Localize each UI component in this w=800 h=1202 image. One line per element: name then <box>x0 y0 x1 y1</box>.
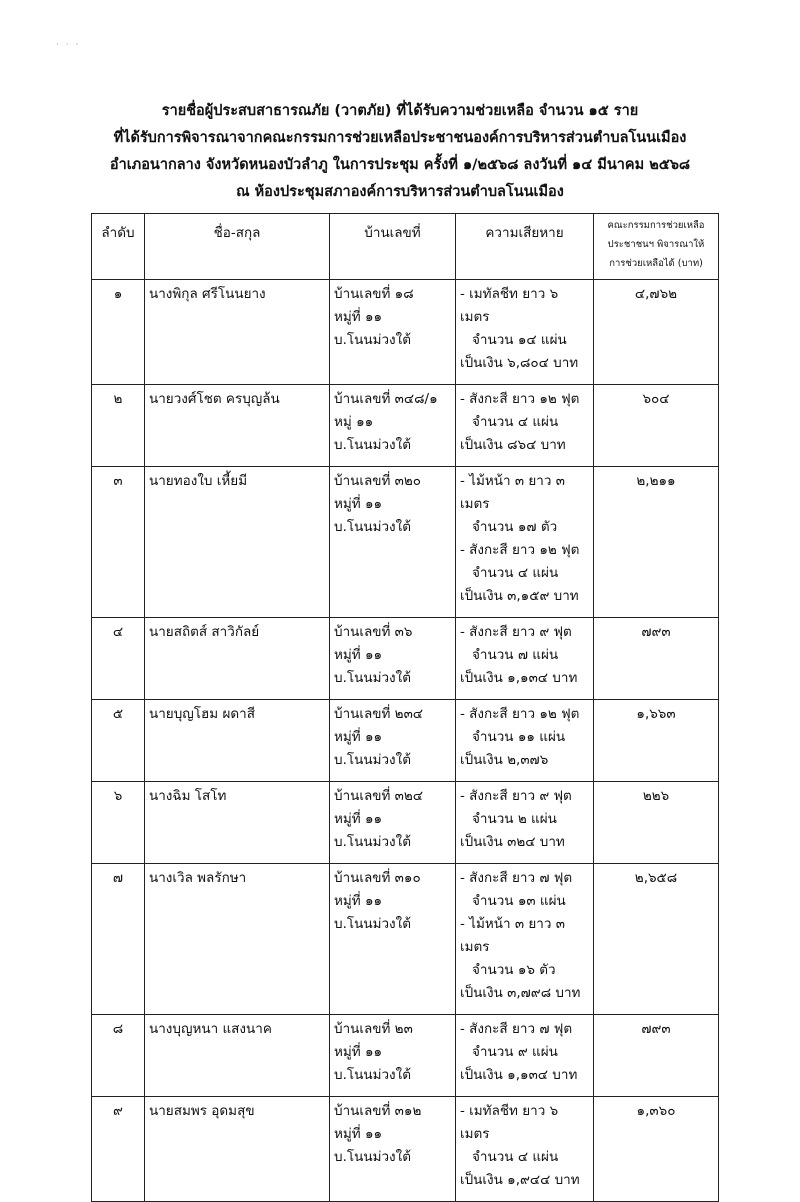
col-header-amount-line-2: ประชาชนฯ พิจารณาให้ <box>607 239 705 250</box>
col-header-amount-line-1: คณะกรรมการช่วยเหลือ <box>607 220 705 231</box>
title-line-1: รายชื่อผู้ประสบสาธารณภัย (วาตภัย) ที่ได้รับความช่วยเหลือ จำนวน ๑๕ ราย <box>161 103 639 119</box>
village-moo: หมู่ที่ ๑๑ <box>334 811 383 827</box>
damage-description <box>456 700 594 782</box>
table-row <box>92 618 719 700</box>
victim-name: นางฉิม โสโท <box>145 782 330 864</box>
victim-name: นายบุญโฮม ผดาสี <box>145 700 330 782</box>
house-address <box>330 1097 456 1202</box>
col-header-amount <box>594 214 719 280</box>
approved-amount: ๗๙๓ <box>594 1015 719 1097</box>
house-address <box>330 1015 456 1097</box>
damage-total: เป็นเงิน ๘๖๔ บาท <box>460 437 566 453</box>
damage-item: - สังกะสี ยาว ๑๒ ฟุต <box>460 391 580 407</box>
approved-amount: ๑,๖๖๓ <box>594 700 719 782</box>
house-number: บ้านเลขที่ ๓๔๘/๑ <box>334 391 438 407</box>
house-number: บ้านเลขที่ ๒๓ <box>334 1021 413 1037</box>
row-number: ๓ <box>92 467 145 618</box>
village-moo: หมู่ที่ ๑๑ <box>334 1126 383 1142</box>
village-name: บ.โนนม่วงใต้ <box>334 834 411 850</box>
damage-item: - สังกะสี ยาว ๑๒ ฟุต <box>460 542 580 558</box>
victim-name: นางพิกุล ศรีโนนยาง <box>145 280 330 385</box>
damage-description <box>456 467 594 618</box>
village-name: บ.โนนม่วงใต้ <box>334 519 411 535</box>
damage-total: เป็นเงิน ๓,๗๙๘ บาท <box>460 985 581 1001</box>
house-number: บ้านเลขที่ ๓๑๒ <box>334 1103 422 1119</box>
village-name: บ.โนนม่วงใต้ <box>334 916 411 932</box>
damage-item: - สังกะสี ยาว ๙ ฟุต <box>460 788 572 804</box>
house-address <box>330 385 456 467</box>
village-name: บ.โนนม่วงใต้ <box>334 1149 411 1165</box>
damage-quantity: จำนวน ๑๖ ตัว <box>472 962 556 978</box>
damage-total: เป็นเงิน ๑,๑๓๔ บาท <box>460 670 578 686</box>
damage-item: - สังกะสี ยาว ๑๒ ฟุต <box>460 706 580 722</box>
col-header-no: ลำดับ <box>92 214 145 280</box>
village-name: บ.โนนม่วงใต้ <box>334 1067 411 1083</box>
house-number: บ้านเลขที่ ๓๖ <box>334 624 413 640</box>
victim-name: นายสถิตส์ สาวิกัลย์ <box>145 618 330 700</box>
col-header-damage: ความเสียหาย <box>456 214 594 280</box>
table-row <box>92 782 719 864</box>
village-moo: หมู่ที่ ๑๑ <box>334 729 383 745</box>
damage-description <box>456 280 594 385</box>
row-number: ๕ <box>92 700 145 782</box>
victims-table <box>91 213 719 1202</box>
damage-item: - เมทัลชีท ยาว ๖ เมตร <box>460 1103 559 1142</box>
village-moo: หมู่ที่ ๑๑ <box>334 647 383 663</box>
house-number: บ้านเลขที่ ๓๑๐ <box>334 870 421 886</box>
approved-amount: ๒,๖๕๘ <box>594 864 719 1015</box>
victim-name: นายวงศ์โชต ครบุญล้น <box>145 385 330 467</box>
row-number: ๒ <box>92 385 145 467</box>
table-row <box>92 864 719 1015</box>
damage-total: เป็นเงิน ๒,๓๗๖ <box>460 752 549 768</box>
damage-description <box>456 1097 594 1202</box>
damage-item: - สังกะสี ยาว ๙ ฟุต <box>460 624 572 640</box>
village-moo: หมู่ที่ ๑๑ <box>334 496 383 512</box>
document-header <box>0 98 800 206</box>
village-moo: หมู่ที่ ๑๑ <box>334 893 383 909</box>
col-header-amount-line-3: การช่วยเหลือได้ (บาท) <box>609 258 703 269</box>
house-number: บ้านเลขที่ ๑๘ <box>334 286 414 302</box>
victim-name: นางเวิล พลรักษา <box>145 864 330 1015</box>
village-moo: หมู่ที่ ๑๑ <box>334 1044 383 1060</box>
table-row <box>92 385 719 467</box>
house-address <box>330 467 456 618</box>
damage-quantity: จำนวน ๒ แผ่น <box>472 811 557 827</box>
damage-description <box>456 864 594 1015</box>
table-row <box>92 1015 719 1097</box>
title-line-2: ที่ได้รับการพิจารณาจากคณะกรรมการช่วยเหลือประชาชนองค์การบริหารส่วนตำบลโนนเมือง <box>113 130 687 146</box>
damage-quantity: จำนวน ๙ แผ่น <box>472 1044 558 1060</box>
damage-quantity: จำนวน ๗ แผ่น <box>472 647 559 663</box>
house-number: บ้านเลขที่ ๒๓๔ <box>334 706 424 722</box>
table-header-row <box>92 214 719 280</box>
approved-amount: ๗๙๓ <box>594 618 719 700</box>
damage-quantity: จำนวน ๔ แผ่น <box>472 1149 559 1165</box>
approved-amount: ๔,๗๖๒ <box>594 280 719 385</box>
damage-total: เป็นเงิน ๑,๙๔๔ บาท <box>460 1172 580 1188</box>
damage-description <box>456 782 594 864</box>
title-line-3: อำเภอนากลาง จังหวัดหนองบัวลำภู ในการประชุม ครั้งที่ ๑/๒๕๖๘ ลงวันที่ ๑๔ มีนาคม ๒๕๖๘ <box>109 157 691 173</box>
damage-total: เป็นเงิน ๓,๑๕๙ บาท <box>460 588 579 604</box>
damage-item: - สังกะสี ยาว ๗ ฟุต <box>460 1021 573 1037</box>
damage-quantity: จำนวน ๑๗ ตัว <box>472 519 558 535</box>
row-number: ๖ <box>92 782 145 864</box>
damage-item: - ไม้หน้า ๓ ยาว ๓ เมตร <box>460 473 565 512</box>
damage-total: เป็นเงิน ๖,๘๐๔ บาท <box>460 355 579 371</box>
victim-name: นางบุญหนา แสงนาค <box>145 1015 330 1097</box>
table-row <box>92 280 719 385</box>
damage-total: เป็นเงิน ๓๒๔ บาท <box>460 834 565 850</box>
victim-name: นายสมพร อุดมสุข <box>145 1097 330 1202</box>
title-line-4: ณ ห้องประชุมสภาองค์การบริหารส่วนตำบลโนนเมือง <box>236 184 564 200</box>
house-number: บ้านเลขที่ ๓๒๔ <box>334 788 424 804</box>
row-number: ๗ <box>92 864 145 1015</box>
damage-quantity: จำนวน ๑๔ แผ่น <box>472 332 567 348</box>
house-number: บ้านเลขที่ ๓๒๐ <box>334 473 422 489</box>
damage-description <box>456 618 594 700</box>
damage-quantity: จำนวน ๑๓ แผ่น <box>472 893 566 909</box>
row-number: ๑ <box>92 280 145 385</box>
damage-description <box>456 1015 594 1097</box>
approved-amount: ๑,๓๖๐ <box>594 1097 719 1202</box>
village-name: บ.โนนม่วงใต้ <box>334 752 411 768</box>
village-name: บ.โนนม่วงใต้ <box>334 332 411 348</box>
village-moo: หมู่ ๑๑ <box>334 414 374 430</box>
col-header-house: บ้านเลขที่ <box>330 214 456 280</box>
table-row <box>92 700 719 782</box>
approved-amount: ๒,๒๑๑ <box>594 467 719 618</box>
table-row <box>92 1097 719 1202</box>
approved-amount: ๒๒๖ <box>594 782 719 864</box>
house-address <box>330 700 456 782</box>
damage-description <box>456 385 594 467</box>
house-address <box>330 280 456 385</box>
row-number: ๔ <box>92 618 145 700</box>
row-number: ๙ <box>92 1097 145 1202</box>
house-address <box>330 782 456 864</box>
damage-item: - ไม้หน้า ๓ ยาว ๓ เมตร <box>460 916 565 955</box>
village-moo: หมู่ที่ ๑๑ <box>334 309 383 325</box>
row-number: ๘ <box>92 1015 145 1097</box>
scan-mark: · · · <box>56 40 81 50</box>
damage-quantity: จำนวน ๔ แผ่น <box>472 565 559 581</box>
damage-item: - สังกะสี ยาว ๗ ฟุต <box>460 870 573 886</box>
village-name: บ.โนนม่วงใต้ <box>334 437 411 453</box>
col-header-name: ชื่อ-สกุล <box>145 214 330 280</box>
house-address <box>330 618 456 700</box>
damage-item: - เมทัลชีท ยาว ๖ เมตร <box>460 286 559 325</box>
village-name: บ.โนนม่วงใต้ <box>334 670 411 686</box>
victim-name: นายทองใบ เหี้ยมี <box>145 467 330 618</box>
approved-amount: ๖๐๔ <box>594 385 719 467</box>
table-row <box>92 467 719 618</box>
damage-quantity: จำนวน ๔ แผ่น <box>472 414 559 430</box>
house-address <box>330 864 456 1015</box>
damage-total: เป็นเงิน ๑,๑๓๔ บาท <box>460 1067 578 1083</box>
damage-quantity: จำนวน ๑๑ แผ่น <box>472 729 566 745</box>
